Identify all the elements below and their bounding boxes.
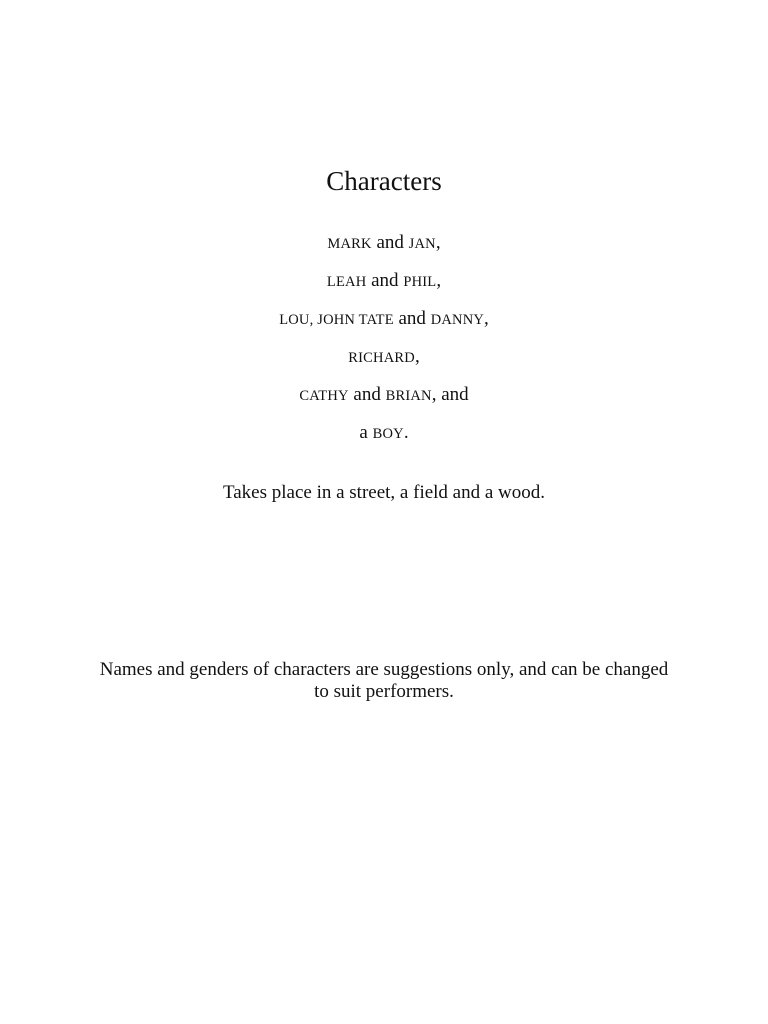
character-name: MARK xyxy=(327,236,372,252)
character-name: BRIAN xyxy=(385,388,432,404)
cast-punctuation: . xyxy=(403,422,409,443)
character-name: RICHARD xyxy=(348,350,415,366)
character-name: JOHN TATE xyxy=(317,312,394,328)
cast-line-leah-phil xyxy=(0,264,768,302)
character-name: CATHY xyxy=(299,388,349,404)
character-list xyxy=(0,226,768,454)
cast-joiner: and xyxy=(366,270,404,291)
cast-joiner: and xyxy=(371,232,409,253)
character-name: PHIL xyxy=(403,274,437,290)
cast-punctuation: , xyxy=(436,270,442,291)
cast-line-boy xyxy=(0,416,768,454)
character-name: DANNY xyxy=(430,312,485,328)
character-name: LOU xyxy=(279,312,310,328)
character-name: LEAH xyxy=(326,274,367,290)
cast-punctuation: , xyxy=(414,346,420,367)
cast-punctuation: , xyxy=(484,308,489,329)
casting-note: Names and genders of characters are suggestions only, and can be changed to suit performers. xyxy=(99,659,669,702)
cast-line-lou-john-danny xyxy=(0,302,768,340)
character-name: BOY xyxy=(372,426,404,442)
cast-line-cathy-brian xyxy=(0,378,768,416)
character-name: JAN xyxy=(408,236,436,252)
cast-joiner: and xyxy=(348,384,386,405)
cast-prefix: a xyxy=(359,422,373,443)
setting-description: Takes place in a street, a field and a wood. xyxy=(222,482,546,503)
cast-line-mark-jan xyxy=(0,226,768,264)
cast-punctuation: , xyxy=(435,232,441,253)
cast-joiner: and xyxy=(393,308,431,329)
cast-punctuation: , and xyxy=(431,384,469,405)
page-title: Characters xyxy=(326,166,442,196)
cast-line-richard xyxy=(0,340,768,378)
cast-separator: , xyxy=(309,312,318,328)
